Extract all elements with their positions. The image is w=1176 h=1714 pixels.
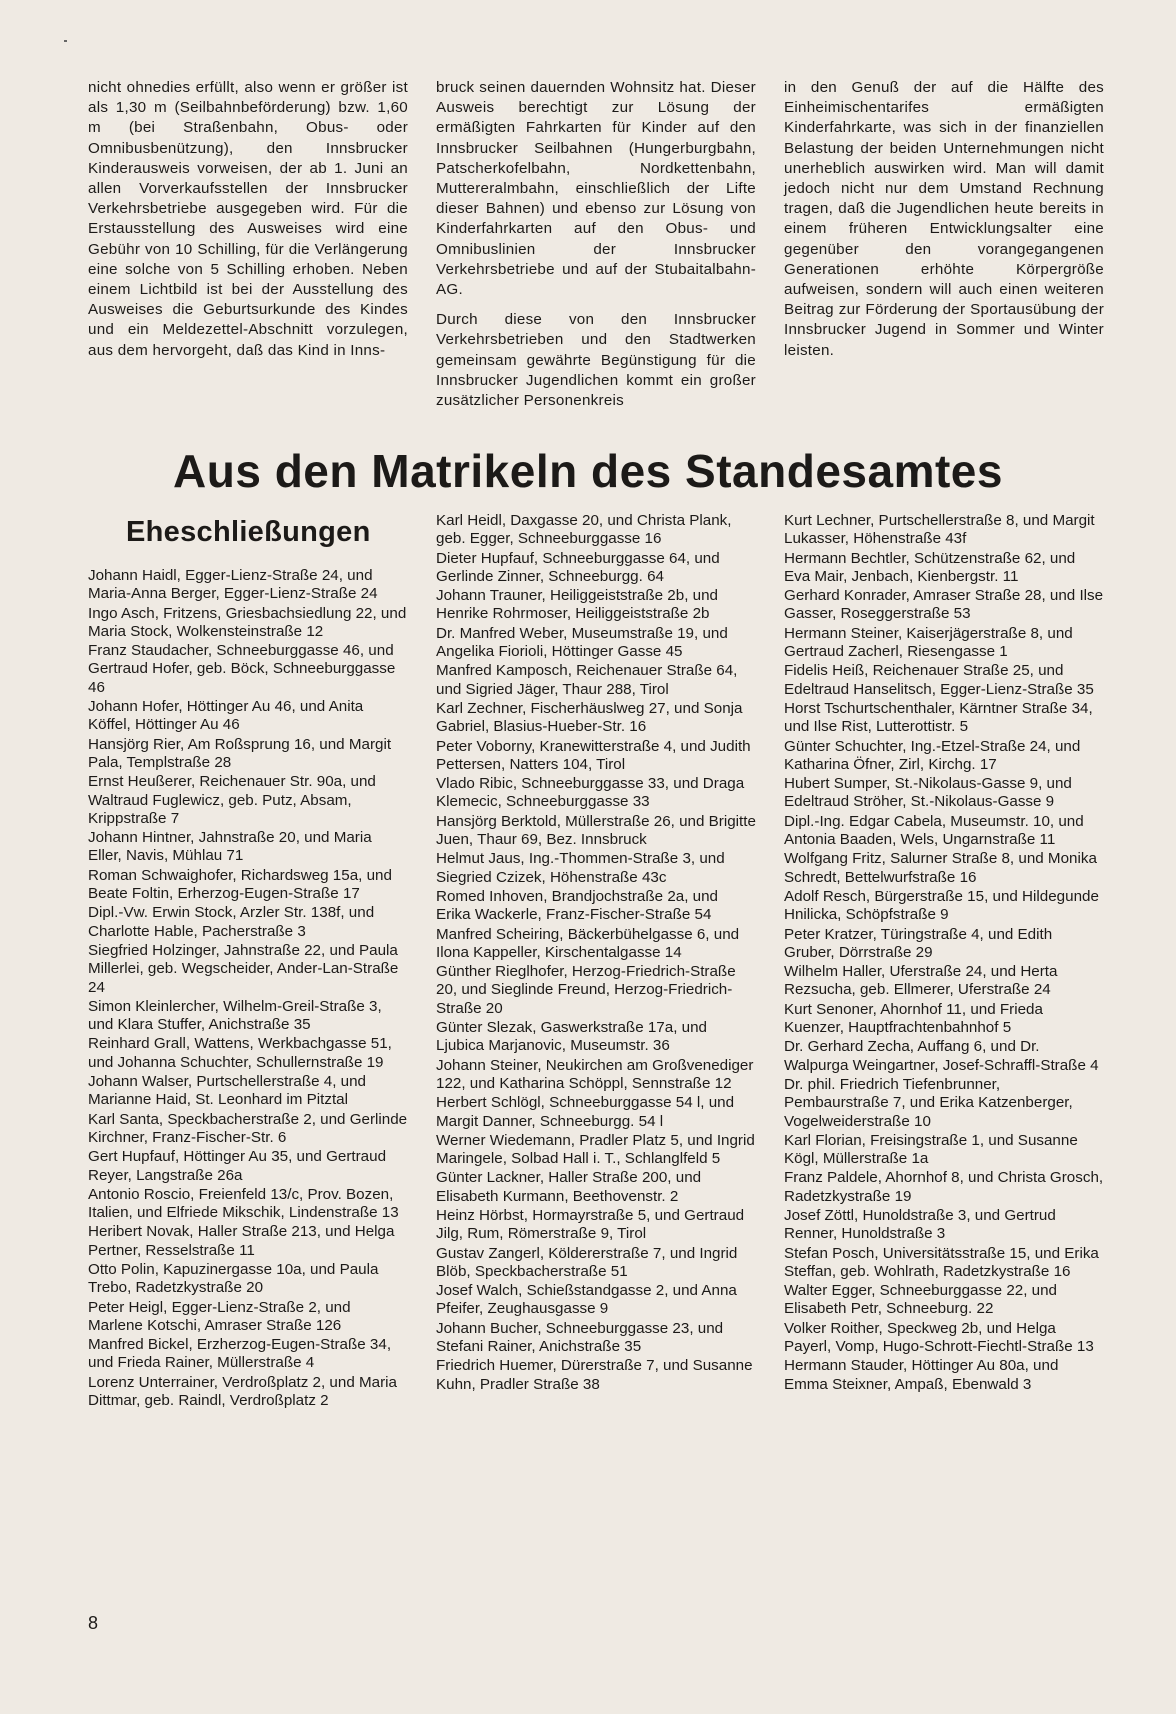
marriage-entry: Ernst Heußerer, Reichenauer Str. 90a, und Waltraud Fuglewicz, geb. Putz, Absam, Krippstraße 7 (88, 773, 376, 827)
page-headline: Aus den Matrikeln des Standesamtes (173, 445, 1003, 497)
marriage-entry: Helmut Jaus, Ing.-Thommen-Straße 3, und Siegried Czizek, Höhenstraße 43c (436, 850, 725, 886)
intro-column-3 (784, 78, 1104, 421)
marriage-entry: Hubert Sumper, St.-Nikolaus-Gasse 9, und Edeltraud Ströher, St.-Nikolaus-Gasse 9 (784, 775, 1072, 811)
listing-column-3 (784, 512, 1104, 1411)
listing-column-2 (436, 512, 756, 1411)
paragraph: Durch diese von den Innsbrucker Verkehrsbetrieben und den Stadtwerken gemeinsam gewährte Begünstigung für die Innsbrucker Jugendlichen kommt ein großer zusätzlicher Personenkreis (436, 311, 756, 410)
marriage-entry: Vlado Ribic, Schneeburggasse 33, und Draga Klemecic, Schneeburggasse 33 (436, 775, 745, 811)
marriage-entry: Dr. Gerhard Zecha, Auffang 6, und Dr. Walpurga Weingartner, Josef-Schraffl-Straße 4 (784, 1038, 1099, 1074)
marriage-entry: Dr. Manfred Weber, Museumstraße 19, und Angelika Fiorioli, Höttinger Gasse 45 (436, 624, 728, 661)
marriage-entry: Ingo Asch, Fritzens, Griesbachsiedlung 22, und Maria Stock, Wolkensteinstraße 12 (88, 604, 407, 640)
marriage-listings (88, 512, 1104, 1411)
marriage-entry: Franz Staudacher, Schneeburggasse 46, und Gertraud Hofer, geb. Böck, Schneeburggasse 46 (88, 642, 396, 696)
marriage-entry: Wolfgang Fritz, Salurner Straße 8, und Monika Schredt, Bettelwurfstraße 16 (784, 850, 1097, 886)
marriage-entry: Hermann Bechtler, Schützenstraße 62, und Eva Mair, Jenbach, Kienbergstr. 11 (784, 549, 1076, 585)
marriage-entry: Dipl.-Vw. Erwin Stock, Arzler Str. 138f, und Charlotte Hable, Pacherstraße 3 (88, 904, 375, 940)
print-speck (64, 40, 67, 42)
marriage-entry: Dipl.-Ing. Edgar Cabela, Museumstr. 10, und Antonia Baaden, Wels, Ungarnstraße 11 (784, 812, 1084, 849)
marriage-entry: Peter Voborny, Kranewitterstraße 4, und Judith Pettersen, Natters 104, Tirol (436, 737, 751, 773)
marriage-entry: Adolf Resch, Bürgerstraße 15, und Hildegunde Hnilicka, Schöpfstraße 9 (784, 887, 1099, 924)
marriage-entry: Kurt Senoner, Ahornhof 11, und Frieda Kuenzer, Hauptfrachtenbahnhof 5 (784, 1000, 1043, 1037)
marriage-entry: Otto Polin, Kapuzinergasse 10a, und Paula Trebo, Radetzkystraße 20 (88, 1260, 379, 1297)
marriage-entry: Gerhard Konrader, Amraser Straße 28, und Ilse Gasser, Roseggerstraße 53 (784, 587, 1104, 623)
listing-column-1 (88, 512, 408, 1411)
marriage-entry: Horst Tschurtschenthaler, Kärntner Straße 34, und Ilse Rist, Lutterottistr. 5 (784, 699, 1093, 736)
marriage-entry: Werner Wiedemann, Pradler Platz 5, und Ingrid Maringele, Solbad Hall i. T., Schlanglfeld 5 (436, 1131, 755, 1168)
marriage-entry: Hermann Steiner, Kaiserjägerstraße 8, und Gertraud Zacherl, Riesengasse 1 (784, 624, 1073, 661)
marriage-entry: Johann Haidl, Egger-Lienz-Straße 24, und Maria-Anna Berger, Egger-Lienz-Straße 24 (88, 567, 378, 603)
marriage-entry: Friedrich Huemer, Dürerstraße 7, und Susanne Kuhn, Pradler Straße 38 (436, 1357, 753, 1393)
marriage-entry: Johann Hintner, Jahnstraße 20, und Maria Eller, Navis, Mühlau 71 (88, 829, 372, 865)
marriage-entry: Josef Walch, Schießstandgasse 2, und Anna Pfeifer, Zeughausgasse 9 (436, 1282, 737, 1318)
marriage-entry: Johann Bucher, Schneeburggasse 23, und Stefani Rainer, Anichstraße 35 (436, 1319, 724, 1356)
marriage-entry: Heribert Novak, Haller Straße 213, und Helga Pertner, Resselstraße 11 (88, 1223, 395, 1259)
marriage-entry: Herbert Schlögl, Schneeburggasse 54 l, und Margit Danner, Schneeburgg. 54 l (436, 1094, 735, 1130)
marriage-entry: Franz Paldele, Ahornhof 8, und Christa Grosch, Radetzkystraße 19 (784, 1169, 1104, 1205)
intro-column-1 (88, 78, 408, 421)
paragraph: nicht ohnedies erfüllt, also wenn er größer ist als 1,30 m (Seilbahnbeförderung) bzw. 1,60 m (bei Straßenbahn, Obus- oder Omnibusbenützung), den Innsbrucker Kinderausweis vorweisen, der ab 1. Juni an allen Vorverkaufsstellen der Innsbrucker Verkehrsbetriebe ausgegeben wird. Für die Erstausstellung des Ausweises wird eine Gebühr von 10 Schilling, für die Verlängerung eine solche von 5 Schilling erhoben. Neben einem Lichtbild ist bei der Ausstellung des Ausweises die Geburtsurkunde des Kindes und ein Meldezettel-Abschnitt vorzulegen, aus dem hervorgeht, daß das Kind in Inns- (88, 79, 408, 359)
marriage-entry: Hansjörg Rier, Am Roßsprung 16, und Margit Pala, Templstraße 28 (88, 735, 392, 771)
marriage-entry: Hermann Stauder, Höttinger Au 80a, und Emma Steixner, Ampaß, Ebenwald 3 (784, 1357, 1059, 1393)
marriage-entry: Manfred Scheiring, Bäckerbühelgasse 6, und Ilona Kappeller, Kirschentalgasse 14 (436, 925, 740, 961)
marriage-entry: Karl Santa, Speckbacherstraße 2, und Gerlinde Kirchner, Franz-Fischer-Str. 6 (88, 1110, 408, 1146)
marriage-entry: Simon Kleinlercher, Wilhelm-Greil-Straße 3, und Klara Stuffer, Anichstraße 35 (88, 997, 382, 1034)
marriage-entry: Josef Zöttl, Hunoldstraße 3, und Gertrud Renner, Hunoldstraße 3 (784, 1206, 1056, 1243)
marriage-entry: Hansjörg Berktold, Müllerstraße 26, und Brigitte Juen, Thaur 69, Bez. Innsbruck (436, 812, 756, 849)
marriage-entry: Karl Heidl, Daxgasse 20, und Christa Plank, geb. Egger, Schneeburggasse 16 (436, 512, 732, 548)
paragraph: bruck seinen dauernden Wohnsitz hat. Dieser Ausweis berechtigt zur Lösung der ermäßigten Fahrkarten für Kinder auf den Innsbrucker Seilbahnen (Hungerburgbahn, Patscherkofelbahn, Nordkettenbahn, Muttereralmbahn, einschließlich der Lifte dieser Bahnen) und ebenso zur Lösung von Kinderfahrkarten auf den Obus- und Omnibuslinien der Innsbrucker Verkehrsbetriebe und auf der Stubaitalbahn-AG. (436, 79, 756, 299)
marriage-entry: Lorenz Unterrainer, Verdroßplatz 2, und Maria Dittmar, geb. Raindl, Verdroßplatz 2 (88, 1373, 397, 1410)
marriage-entry: Gustav Zangerl, Köldererstraße 7, und Ingrid Blöb, Speckbacherstraße 51 (436, 1244, 738, 1280)
marriage-entry: Karl Florian, Freisingstraße 1, und Susanne Kögl, Müllerstraße 1a (784, 1131, 1078, 1168)
marriage-entry: Peter Heigl, Egger-Lienz-Straße 2, und Marlene Kotschi, Amraser Straße 126 (88, 1298, 351, 1334)
marriage-entry: Volker Roither, Speckweg 2b, und Helga Payerl, Vomp, Hugo-Schrott-Fiechtl-Straße 13 (784, 1319, 1094, 1356)
marriage-entry: Johann Walser, Purtschellerstraße 4, und Marianne Haid, St. Leonhard im Pitztal (88, 1073, 367, 1109)
marriage-entry: Siegfried Holzinger, Jahnstraße 22, und Paula Millerlei, geb. Wegscheider, Ander-Lan-Straße 24 (88, 941, 399, 996)
marriage-entry: Johann Hofer, Höttinger Au 46, und Anita Köffel, Höttinger Au 46 (88, 698, 364, 734)
paragraph: in den Genuß der auf die Hälfte des Einheimischentarifes ermäßigten Kinderfahrkarte, was sich in der finanziellen Belastung der beiden Unternehmungen nicht unerheblich auswirken wird. Man will damit jedoch nicht nur dem Umstand Rechnung tragen, daß die Jugendlichen heute bereits in einem früheren Entwicklungsalter eine gegenüber den vorangegangenen Generationen erhöhte Körpergröße aufweisen, sondern will auch einen weiteren Beitrag zur Förderung der Sportausübung der Innsbrucker Jugend in Sommer und Winter leisten. (784, 79, 1104, 359)
marriage-entry: Dr. phil. Friedrich Tiefenbrunner, Pembaurstraße 7, und Erika Katzenberger, Vogelweiderstraße 10 (784, 1075, 1073, 1130)
marriage-entry: Heinz Hörbst, Hormayrstraße 5, und Gertraud Jilg, Rum, Römerstraße 9, Tirol (436, 1206, 745, 1243)
page-number: 8 (88, 1613, 99, 1633)
marriage-entry: Dieter Hupfauf, Schneeburggasse 64, und Gerlinde Zinner, Schneeburgg. 64 (436, 549, 720, 585)
intro-text (88, 78, 1104, 421)
marriage-entry: Günter Schuchter, Ing.-Etzel-Straße 24, und Katharina Öfner, Zirl, Kirchg. 17 (784, 737, 1081, 773)
marriage-entry: Reinhard Grall, Wattens, Werkbachgasse 51, und Johanna Schuchter, Schullernstraße 19 (88, 1035, 392, 1071)
marriage-entry: Günter Slezak, Gaswerkstraße 17a, und Ljubica Marjanovic, Museumstr. 36 (436, 1019, 707, 1055)
marriage-entry: Walter Egger, Schneeburggasse 22, und Elisabeth Petr, Schneeburg. 22 (784, 1282, 1057, 1318)
marriage-entry: Karl Zechner, Fischerhäuslweg 27, und Sonja Gabriel, Blasius-Hueber-Str. 16 (436, 699, 743, 736)
marriage-entry: Günter Lackner, Haller Straße 200, und Elisabeth Kurmann, Beethovenstr. 2 (436, 1169, 702, 1205)
intro-column-2 (436, 78, 756, 421)
marriage-entry: Gert Hupfauf, Höttinger Au 35, und Gertraud Reyer, Langstraße 26a (88, 1148, 387, 1184)
marriage-entry: Johann Steiner, Neukirchen am Großvenediger 122, und Katharina Schöppl, Sennstraße 12 (436, 1056, 754, 1092)
marriage-entry: Antonio Roscio, Freienfeld 13/c, Prov. Bozen, Italien, und Elfriede Mikschik, Lindenstraße 13 (88, 1185, 399, 1222)
marriage-entry: Peter Kratzer, Türingstraße 4, und Edith Gruber, Dörrstraße 29 (784, 925, 1053, 961)
marriage-entry: Manfred Kamposch, Reichenauer Straße 64, und Sigried Jäger, Thaur 288, Tirol (436, 662, 738, 698)
marriage-entry: Johann Trauner, Heiliggeiststraße 2b, und Henrike Rohrmoser, Heiliggeiststraße 2b (436, 587, 718, 623)
marriage-entry: Wilhelm Haller, Uferstraße 24, und Herta Rezsucha, geb. Ellmerer, Uferstraße 24 (784, 963, 1058, 999)
marriage-entry: Günther Rieglhofer, Herzog-Friedrich-Straße 20, und Sieglinde Freund, Herzog-Friedrich-Straße 20 (436, 963, 736, 1017)
section-title: Eheschließungen (126, 516, 371, 548)
marriage-entry: Roman Schwaighofer, Richardsweg 15a, und Beate Foltin, Erherzog-Eugen-Straße 17 (88, 866, 392, 903)
marriage-entry: Fidelis Heiß, Reichenauer Straße 25, und Edeltraud Hanselitsch, Egger-Lienz-Straße 35 (784, 662, 1094, 698)
marriage-entry: Manfred Bickel, Erzherzog-Eugen-Straße 34, und Frieda Rainer, Müllerstraße 4 (88, 1336, 392, 1372)
marriage-entry: Romed Inhoven, Brandjochstraße 2a, und Erika Wackerle, Franz-Fischer-Straße 54 (436, 887, 718, 924)
marriage-entry: Kurt Lechner, Purtschellerstraße 8, und Margit Lukasser, Höhenstraße 43f (784, 512, 1095, 548)
marriage-entry: Stefan Posch, Universitätsstraße 15, und Erika Steffan, geb. Wohlrath, Radetzkystraße 16 (784, 1244, 1099, 1280)
